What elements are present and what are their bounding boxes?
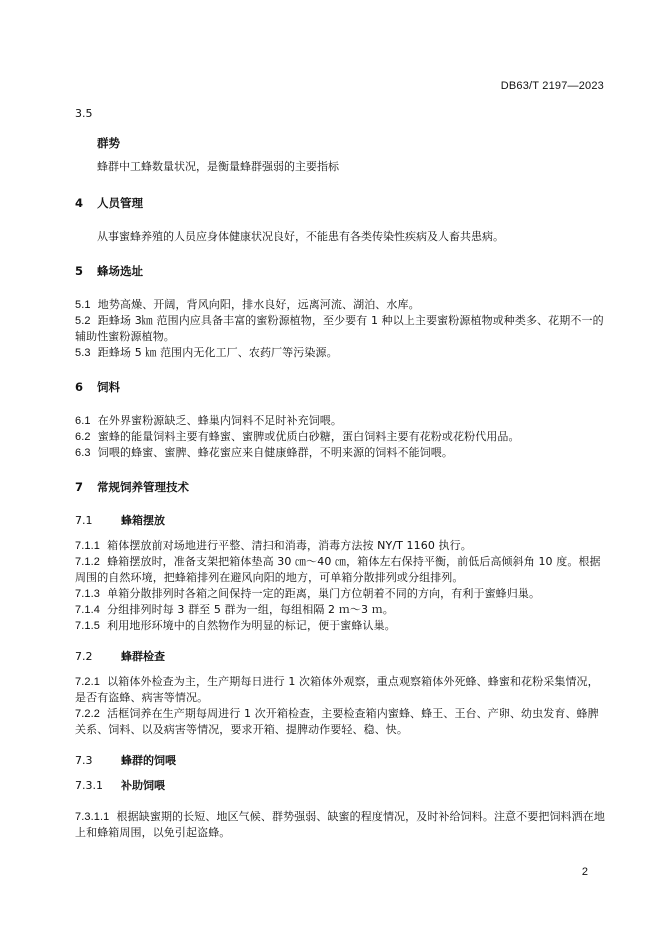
subsection-heading-7-3 — [75, 753, 605, 769]
clause-number: 7.3.1.1 — [75, 811, 110, 823]
clause-7-1-4 — [75, 602, 605, 618]
clause-7-1-3 — [75, 586, 605, 602]
clause-text: 分组排列时每 3 群至 5 群为一组，每组相隔 2 ｍ～3 ｍ。 — [107, 603, 394, 616]
clause-text: 利用地形环境中的自然物作为明显的标记，便于蜜蜂认巢。 — [107, 619, 396, 632]
clause-7-1-1 — [75, 538, 605, 554]
clause-text: 根据缺蜜期的长短、地区气候、群势强弱、缺蜜的程度情况，及时补给饲料。注意不要把饲料洒在地上和蜂箱周围，以免引起盗蜂。 — [75, 810, 605, 839]
clause-text: 地势高燥、开阔，背风向阳，排水良好，远离河流、湖泊、水库。 — [97, 298, 420, 311]
subsubsection-heading-7-3-1 — [75, 778, 605, 794]
clause-6-1 — [75, 413, 605, 429]
section-title: 蜂场选址 — [97, 264, 143, 278]
subsubsection-number: 7.3.1 — [75, 779, 103, 792]
section-heading-6 — [75, 379, 605, 395]
clause-number: 5.3 — [75, 347, 91, 359]
subsection-title: 蜂群的饲喂 — [121, 754, 176, 767]
clause-7-1-2 — [75, 554, 605, 586]
subsection-title: 蜂箱摆放 — [121, 514, 165, 527]
clause-text: 距蜂场 5 ㎞ 范围内无化工厂、农药厂等污染源。 — [97, 346, 338, 359]
section-heading-7 — [75, 479, 605, 495]
subsection-number: 7.1 — [75, 514, 93, 527]
section-4-paragraph: 从事蜜蜂养殖的人员应身体健康状况良好，不能患有各类传染性疾病及人畜共患病。 — [97, 230, 504, 243]
clause-6-3 — [75, 445, 605, 461]
clause-5-2 — [75, 313, 605, 345]
clause-7-3-1-1 — [75, 809, 605, 841]
page-number: 2 — [581, 866, 588, 878]
clause-number: 7.1.1 — [75, 540, 100, 552]
subsubsection-title: 补助饲喂 — [121, 779, 165, 792]
clause-7-1-5 — [75, 618, 605, 634]
subsection-title: 蜂群检查 — [121, 650, 165, 663]
subsection-heading-7-2 — [75, 649, 605, 665]
clause-number: 5.2 — [75, 315, 91, 327]
clause-text: 单箱分散排列时各箱之间保持一定的距离，巢门方位朝着不同的方向，有利于蜜蜂归巢。 — [107, 587, 541, 600]
clause-7-2-2 — [75, 706, 605, 738]
section-number: 6 — [75, 380, 84, 394]
clause-number: 7.1.3 — [75, 588, 100, 600]
clause-text: 饲喂的蜂蜜、蜜脾、蜂花蜜应来自健康蜂群，不明来源的饲料不能饲喂。 — [97, 446, 453, 459]
clause-number: 6.3 — [75, 447, 91, 459]
section-title: 常规饲养管理技术 — [97, 480, 189, 494]
clause-number: 7.1.5 — [75, 620, 100, 632]
clause-number: 7.2.2 — [75, 708, 100, 720]
clause-text: 以箱体外检查为主，生产期每日进行 1 次箱体外观察，重点观察箱体外死蜂、蜂蜜和花粉采集情况，是否有盗蜂、病害等情况。 — [75, 675, 599, 704]
section-heading-4 — [75, 195, 605, 211]
clause-5-1 — [75, 297, 605, 313]
clause-5-3 — [75, 345, 605, 361]
section-number: 4 — [75, 196, 84, 210]
subsection-number: 7.2 — [75, 650, 93, 663]
clause-text: 蜂箱摆放时，准备支架把箱体垫高 30 ㎝～40 ㎝，箱体左右保持平衡，前低后高倾斜角 10 度。根据周围的自然环境，把蜂箱排列在避风向阳的地方，可单箱分散排列或分组排列。 — [75, 555, 601, 584]
clause-6-2 — [75, 429, 605, 445]
clause-number: 7.1.2 — [75, 556, 100, 568]
clause-number: 5.1 — [75, 299, 91, 311]
subsection-heading-7-1 — [75, 513, 605, 529]
section-title: 饲料 — [97, 380, 120, 394]
section-heading-5 — [75, 263, 605, 279]
document-body — [75, 106, 605, 841]
section-title: 人员管理 — [97, 196, 143, 210]
clause-number: 6.2 — [75, 431, 91, 443]
clause-text: 箱体摆放前对场地进行平整、清扫和消毒，消毒方法按 NY/T 1160 执行。 — [107, 539, 472, 552]
clause-number: 6.1 — [75, 415, 91, 427]
clause-number: 7.1.4 — [75, 604, 100, 616]
clause-text: 距蜂场 3㎞ 范围内应具备丰富的蜜粉源植物，至少要有 1 种以上主要蜜粉源植物或种类多、花期不一的辅助性蜜粉源植物。 — [75, 314, 604, 343]
clause-number: 7.2.1 — [75, 676, 100, 688]
section-number: 7 — [75, 480, 84, 494]
term-definition: 蜂群中工蜂数量状况，是衡量蜂群强弱的主要指标 — [97, 160, 339, 173]
clause-7-2-1 — [75, 674, 605, 706]
subsection-number: 7.3 — [75, 754, 93, 767]
term-title: 群势 — [97, 136, 120, 150]
section-number: 5 — [75, 264, 84, 278]
clause-text: 蜜蜂的能量饲料主要有蜂蜜、蜜脾或优质白砂糖，蛋白饲料主要有花粉或花粉代用品。 — [97, 430, 520, 443]
document-code-header: DB63/T 2197—2023 — [500, 80, 604, 92]
clause-text: 在外界蜜粉源缺乏、蜂巢内饲料不足时补充饲喂。 — [97, 414, 342, 427]
clause-number-3-5: 3.5 — [75, 107, 93, 120]
clause-text: 活框饲养在生产期每周进行 1 次开箱检查，主要检查箱内蜜蜂、蜂王、王台、产卵、幼虫发育、蜂脾关系、饲料、以及病害等情况，要求开箱、提脾动作要轻、稳、快。 — [75, 707, 599, 736]
